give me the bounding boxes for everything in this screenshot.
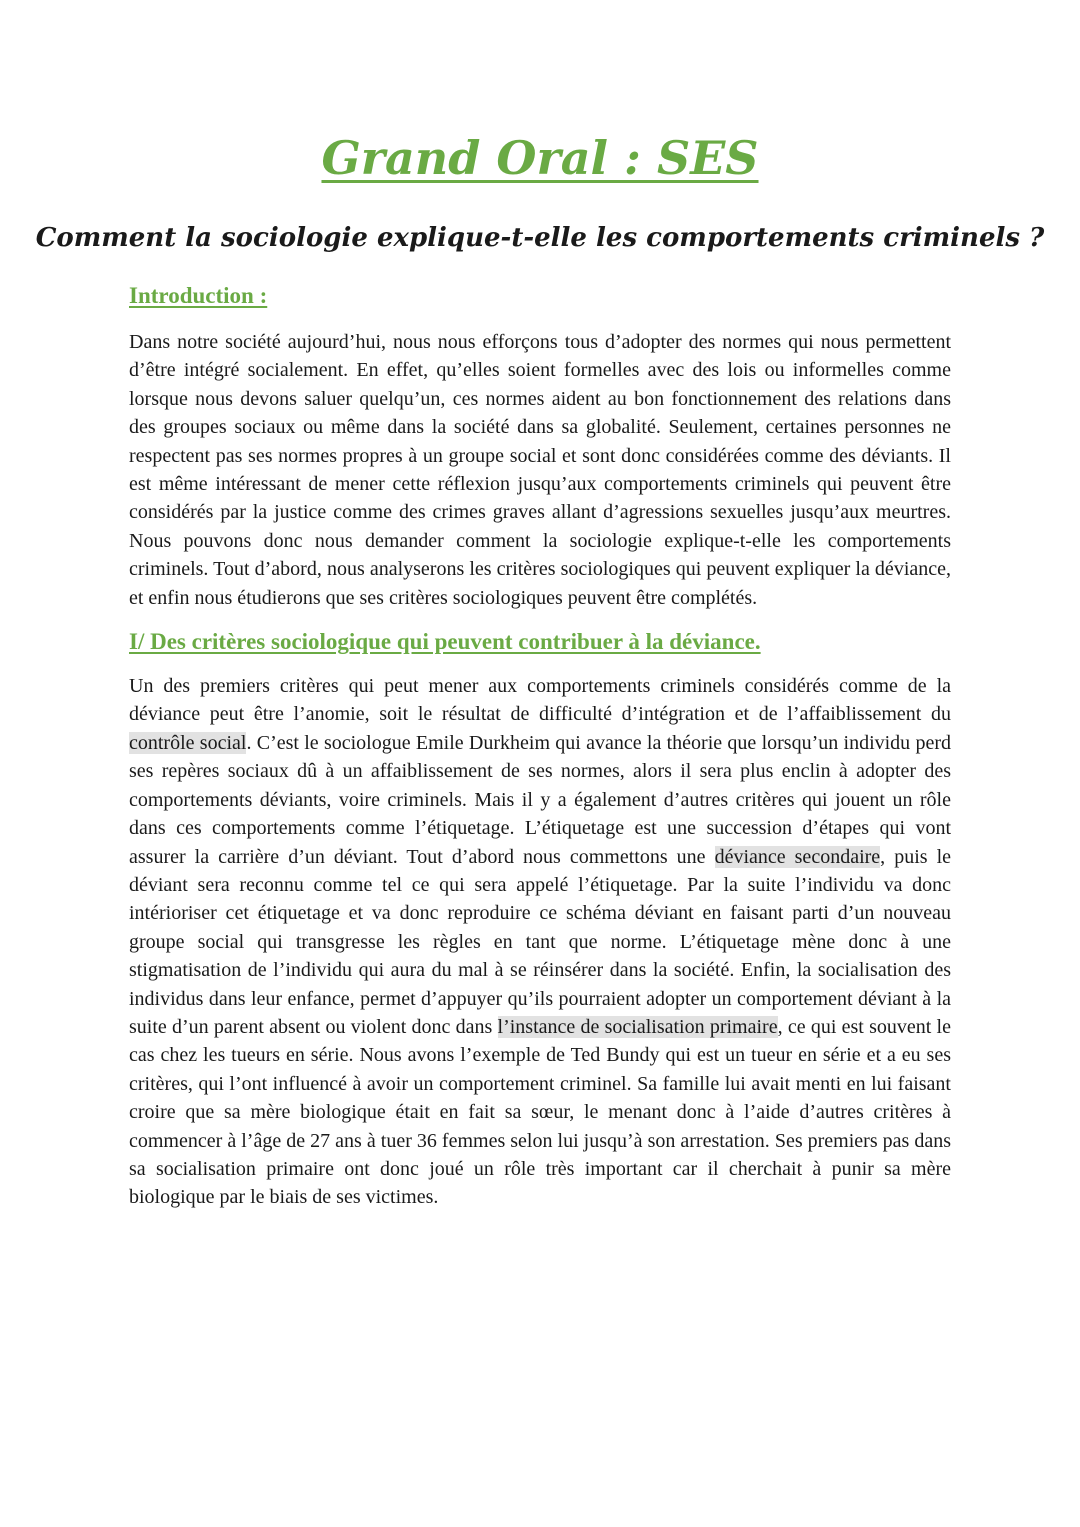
highlight-controle-social: contrôle social bbox=[129, 731, 247, 754]
document-title-text: Grand Oral : SES bbox=[321, 131, 759, 185]
document-subtitle: Comment la sociologie explique-t-elle les comportements criminels ? bbox=[35, 223, 1045, 253]
document-title bbox=[0, 128, 1080, 188]
document-body bbox=[129, 280, 951, 1212]
section-1-paragraph bbox=[129, 672, 951, 1212]
section-1-text-part-3: , puis le déviant sera reconnu comme tel ce qui sera appelé l’étiquetage. Par la suite l’individu va donc intérioriser cet étiquetage et va donc reproduire ce schéma déviant en faisant parti d’un nouveau groupe social qui transgresse les règles en tant que norme. L’étiquetage mène donc à une stigmatisation de l’individu qui aura du mal à se réinsérer dans la société. Enfin, la socialisation des individus dans leur enfance, permet d’appuyer qu’ils pourraient adopter un comportement déviant à la suite d’un parent absent ou violent donc dans bbox=[129, 845, 951, 1038]
section-1-text-part-4: , ce qui est souvent le cas chez les tueurs en série. Nous avons l’exemple de Ted Bundy qui est un tueur en série et a eu ses critères, qui l’ont influencé à avoir un comportement criminel. Sa famille lui avait menti en lui faisant croire que sa mère biologique était en fait sa sœur, le menant donc à l’aide d’autres critères à commencer à l’âge de 27 ans à tuer 36 femmes selon lui jusqu’à son arrestation. Ses premiers pas dans sa socialisation primaire ont donc joué un rôle très important car il cherchait à punir sa mère biologique par le biais de ses victimes. bbox=[129, 1015, 951, 1209]
introduction-heading: Introduction : bbox=[129, 283, 268, 308]
highlight-instance-socialisation-primaire: l’instance de socialisation primaire bbox=[497, 1015, 778, 1038]
section-1-text-part-2: . C’est le sociologue Emile Durkheim qui avance la théorie que lorsqu’un individu perd ses repères sociaux dû à un affaiblissement de ses normes, alors il sera plus enclin à adopter des comportements déviants, voire criminels. Mais il y a également d’autres critères qui jouent un rôle dans ces comportements comme l’étiquetage. L’étiquetage est une succession d’étapes qui vont assurer la carrière d’un déviant. Tout d’abord nous commettons une bbox=[129, 731, 951, 868]
highlight-deviance-secondaire: déviance secondaire bbox=[714, 845, 881, 868]
introduction-paragraph: Dans notre société aujourd’hui, nous nous efforçons tous d’adopter des normes qui nous permettent d’être intégré socialement. En effet, qu’elles soient formelles avec des lois ou informelles comme lorsque nous devons saluer quelqu’un, ces normes aident au bon fonctionnement des relations dans des groupes sociaux ou même dans la société dans sa globalité. Seulement, certaines personnes ne respectent pas ses normes propres à un groupe social et sont donc considérées comme des déviants. Il est même intéressant de mener cette réflexion jusqu’aux comportements criminels qui peuvent être considérés par la justice comme des crimes graves allant d’agressions sexuelles jusqu’aux meurtres. Nous pouvons donc nous demander comment la sociologie explique-t-elle les comportements criminels. Tout d’abord, nous analyserons les critères sociologiques qui peuvent expliquer la déviance, et enfin nous étudierons que ses critères sociologiques peuvent être complétés. bbox=[129, 331, 951, 609]
section-1-heading: I/ Des critères sociologique qui peuvent contribuer à la déviance. bbox=[129, 629, 761, 655]
section-1-text-part-1: Un des premiers critères qui peut mener aux comportements criminels considérés comme de la déviance peut être l’anomie, soit le résultat de difficulté d’intégration et de l’affaiblissement du bbox=[129, 675, 951, 726]
